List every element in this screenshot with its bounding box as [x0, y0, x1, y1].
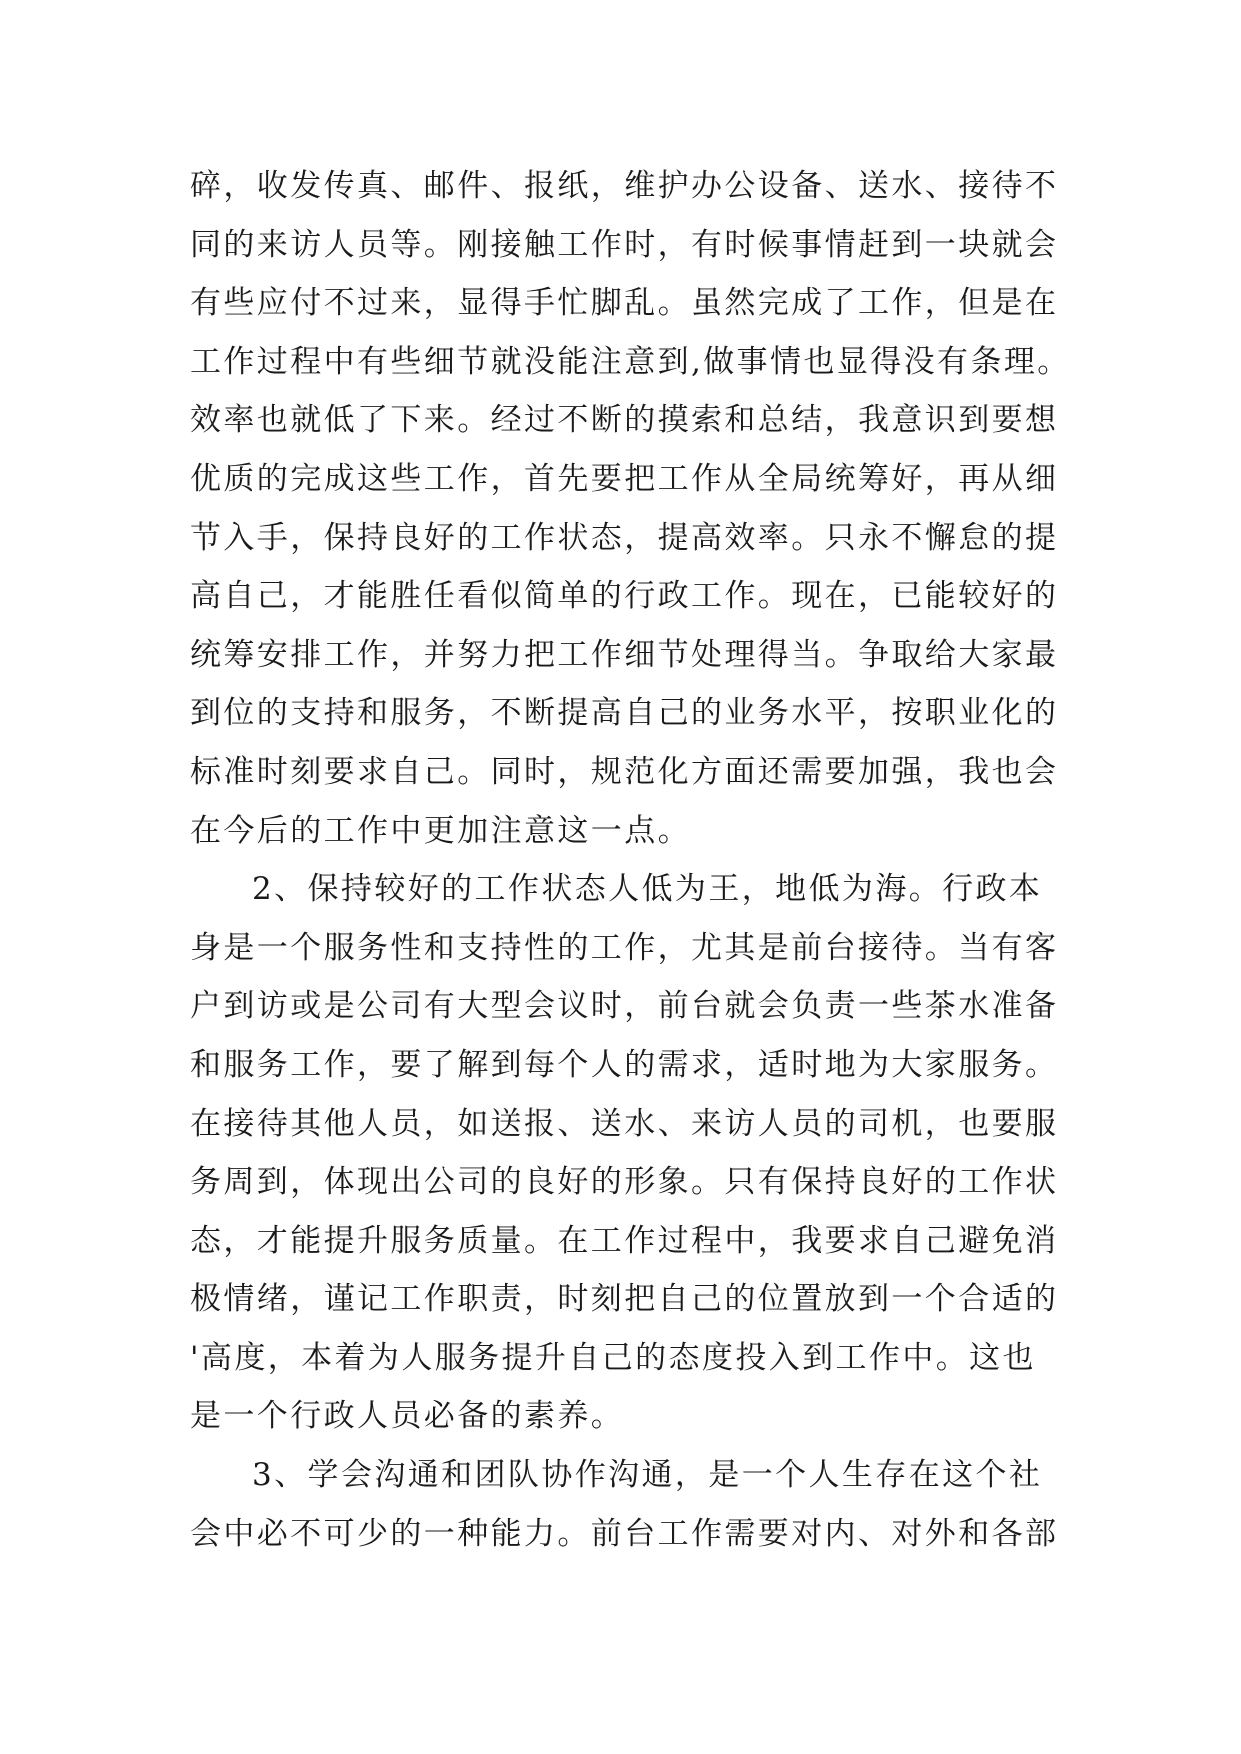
text-line: 工作过程中有些细节就没能注意到,做事情也显得没有条理。	[190, 343, 1071, 380]
text-line: 和服务工作，要了解到每个人的需求，适时地为大家服务。	[190, 1046, 1059, 1083]
text-line: 碎，收发传真、邮件、报纸，维护办公设备、送水、接待不	[190, 168, 1059, 204]
text-line: 在接待其他人员，如送报、送水、来访人员的司机，也要服	[190, 1105, 1059, 1142]
text-line: 标准时刻要求自己。同时，规范化方面还需要加强，我也会	[190, 753, 1059, 790]
text-line: 是一个行政人员必备的素养。	[190, 1398, 625, 1435]
text-line: 效率也就低了下来。经过不断的摸索和总结，我意识到要想	[190, 402, 1059, 439]
text-line: 有些应付不过来，显得手忙脚乱。虽然完成了工作，但是在	[190, 285, 1059, 322]
text-line: 户到访或是公司有大型会议时，前台就会负责一些茶水准备	[190, 988, 1059, 1025]
text-line: 在今后的工作中更加注意这一点。	[190, 812, 691, 849]
text-line: 高自己，才能胜任看似简单的行政工作。现在，已能较好的	[190, 578, 1059, 615]
document-body	[190, 157, 1090, 1563]
text-line: '高度，本着为人服务提升自己的态度投入到工作中。这也	[190, 1339, 1036, 1376]
text-line: 态，才能提升服务质量。在工作过程中，我要求自己避免消	[190, 1222, 1059, 1259]
text-line: 极情绪，谨记工作职责，时刻把自己的位置放到一个合适的	[190, 1281, 1059, 1318]
text-line: 统筹安排工作，并努力把工作细节处理得当。争取给大家最	[190, 636, 1059, 673]
text-line: 到位的支持和服务，不断提高自己的业务水平，按职业化的	[190, 695, 1059, 732]
text-line: 同的来访人员等。刚接触工作时，有时候事情赶到一块就会	[190, 226, 1059, 263]
text-line: 节入手，保持良好的工作状态，提高效率。只永不懈怠的提	[190, 519, 1059, 556]
text-line: 优质的完成这些工作，首先要把工作从全局统筹好，再从细	[190, 460, 1059, 497]
text-line: 身是一个服务性和支持性的工作，尤其是前台接待。当有客	[190, 929, 1059, 966]
paragraph-3-start: 3、学会沟通和团队协作沟通，是一个人生存在这个社	[252, 1457, 1043, 1494]
paragraph-2-start: 2、保持较好的工作状态人低为王，地低为海。行政本	[252, 871, 1043, 908]
text-line: 会中必不可少的一种能力。前台工作需要对内、对外和各部	[190, 1515, 1059, 1552]
text-line: 务周到，体现出公司的良好的形象。只有保持良好的工作状	[190, 1164, 1059, 1201]
